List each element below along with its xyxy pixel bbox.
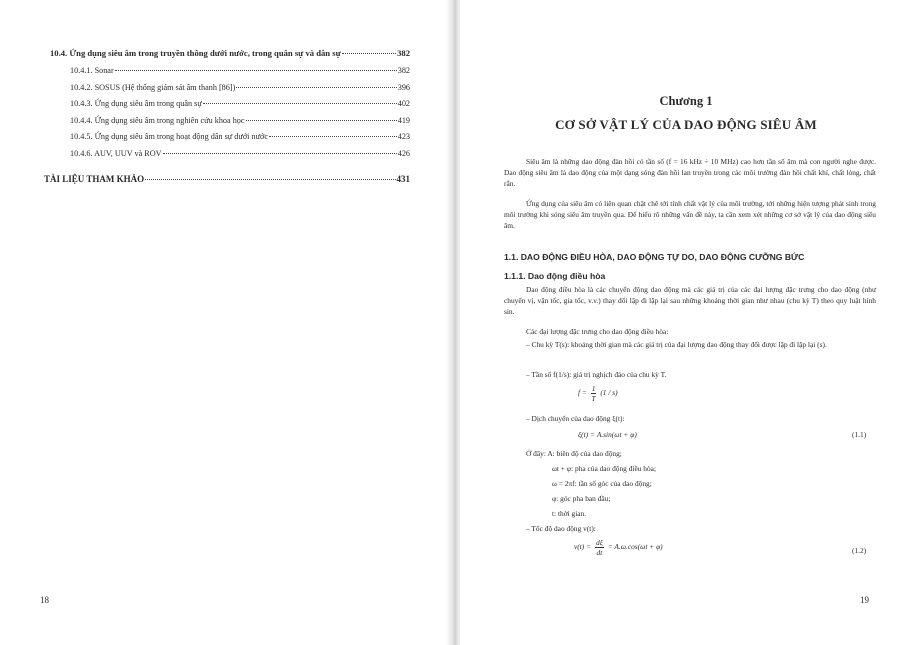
page-number-left: 18 <box>40 595 49 605</box>
frequency-equation <box>578 384 618 403</box>
toc-entry-title: 10.4.2. SOSUS (Hệ thống giám sát âm thanh [86]) <box>70 83 236 92</box>
equation-1-1: ξ(t) = A.sin(ωt + φ) <box>578 430 637 439</box>
toc-leader-dots <box>246 120 397 121</box>
toc-entry-page: 419 <box>397 116 410 125</box>
toc-entry-page: 431 <box>396 174 410 184</box>
toc-entry-title: 10.4.1. Sonar <box>70 66 114 75</box>
equation-1-2 <box>574 538 663 557</box>
toc-entry <box>70 132 410 141</box>
toc-entry <box>70 66 410 75</box>
toc-leader-dots <box>236 87 396 88</box>
toc-entry <box>70 99 410 108</box>
eq-1-2-denominator: dt <box>596 548 603 557</box>
toc-entry <box>50 48 410 58</box>
page-number-right: 19 <box>860 595 869 605</box>
intro-paragraph-2: Ứng dụng của siêu âm có liên quan chặt chẽ tới tính chất vật lý của môi trường, tới những hiện tượng phát sinh trong môi trường khi sóng siêu âm truyền qua. Để hiểu rõ những vấn đề này, ta cần xem xét những cơ sở vật lý của dao động siêu âm. <box>504 199 876 230</box>
frequency-line: – Tần số f(1/s): giá trị nghịch đảo của chu kỳ T. <box>526 370 667 379</box>
toc-entry <box>70 116 410 125</box>
toc-leader-dots <box>115 70 397 71</box>
intro-paragraph-1: Siêu âm là những dao động đàn hồi có tần số (f = 16 kHz ÷ 10 MHz) cao hơn tần số âm mà con người nghe được. Dao động siêu âm là dao động của một dạng sóng đàn hồi lan truyền trong các môi trường đàn hồi chất khí, chất lỏng, chất rắn. <box>504 157 876 188</box>
toc-entry-title: 10.4.6. AUV, UUV và ROV <box>70 149 162 158</box>
chapter-number: Chương 1 <box>659 94 713 108</box>
quantities-line: Các đại lượng đặc trưng cho dao động điều hòa: <box>526 327 669 336</box>
velocity-line: – Tốc độ dao động v(t): <box>526 524 596 533</box>
toc-entry-page: 382 <box>397 66 410 75</box>
equation-1-1-number: (1.1) <box>852 430 867 439</box>
variable-definition: ω = 2πf: tần số góc của dao động; <box>552 479 652 488</box>
variable-definition: ωt + φ: pha của dao động điều hòa; <box>552 464 657 473</box>
toc-leader-dots <box>269 136 397 137</box>
toc-leader-dots <box>342 53 396 54</box>
displacement-line: – Dịch chuyển của dao động ξ(t): <box>526 414 625 423</box>
toc-entry-page: 396 <box>397 83 410 92</box>
eq-freq-fraction <box>591 384 597 403</box>
variable-definition: φ: góc pha ban đầu; <box>552 494 611 503</box>
eq-freq-denominator: T <box>591 394 596 403</box>
toc-entry-title: 10.4.3. Ứng dụng siêu âm trong quân sự <box>70 99 202 108</box>
toc-entry-title: TÀI LIỆU THAM KHẢO <box>44 174 145 184</box>
eq-1-2-numerator: dξ <box>595 538 603 547</box>
right-page <box>460 0 912 645</box>
eq-freq-rhs: (1 / s) <box>600 388 618 398</box>
toc-entry <box>70 149 410 158</box>
eq-freq-lhs: f = <box>578 388 587 398</box>
toc-entry <box>70 83 410 92</box>
eq-1-2-fraction <box>595 538 604 557</box>
equation-1-2-number: (1.2) <box>852 546 867 555</box>
toc-entry <box>44 174 410 184</box>
subsection-heading: 1.1.1. Dao động điều hòa <box>504 271 606 281</box>
left-page <box>0 0 452 645</box>
toc-entry-page: 426 <box>397 149 410 158</box>
toc-leader-dots <box>163 153 397 154</box>
toc-leader-dots <box>203 103 397 104</box>
toc-leader-dots <box>145 179 395 180</box>
eq-freq-numerator: 1 <box>591 384 596 393</box>
toc-entry-title: 10.4.5. Ứng dụng siêu âm trong hoạt động dân sự dưới nước <box>70 132 268 141</box>
eq-1-2-lhs: v(t) = <box>574 542 592 552</box>
toc-entry-title: 10.4. Ứng dụng siêu âm trong truyền thông dưới nước, trong quân sự và dân sự <box>50 48 341 58</box>
chapter-title: CƠ SỞ VẬT LÝ CỦA DAO ĐỘNG SIÊU ÂM <box>555 117 817 132</box>
toc-entry-page: 423 <box>397 132 410 141</box>
definition-paragraph: Dao động điều hòa là các chuyển động dao động mà các giá trị của các đại lượng đặc trưng cho dao động (như chuyển vị, vận tốc, gia tốc, v.v.) thay đổi lặp đi lặp lại sau những khoảng thời gian như nhau (chu kỳ T) theo quy luật hình sin. <box>504 285 876 316</box>
variable-definition: Ở đây: A: biên độ của dao động; <box>526 449 622 458</box>
variable-definition: t: thời gian. <box>552 509 587 518</box>
period-paragraph: – Chu kỳ T(s): khoảng thời gian mà các giá trị của đại lượng dao động thay đổi được lặp đi lặp lại (s). <box>526 340 827 349</box>
eq-1-2-rhs: = A.ω.cos(ωt + φ) <box>607 542 663 552</box>
toc-entry-page: 402 <box>397 99 410 108</box>
section-heading: 1.1. DAO ĐỘNG ĐIỀU HÒA, DAO ĐỘNG TỰ DO, DAO ĐỘNG CƯỠNG BỨC <box>504 252 805 262</box>
toc-entry-page: 382 <box>397 48 410 58</box>
toc-entry-title: 10.4.4. Ứng dụng siêu âm trong nghiên cứu khoa học <box>70 116 245 125</box>
